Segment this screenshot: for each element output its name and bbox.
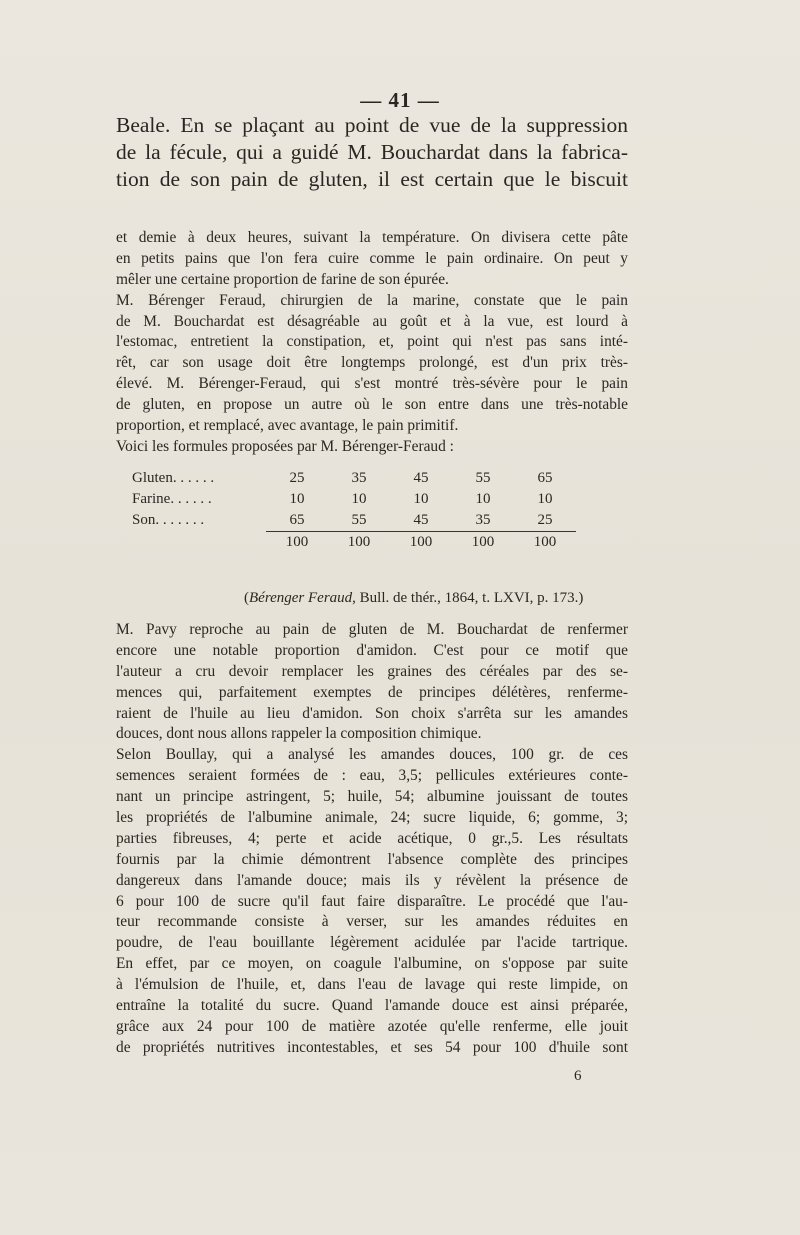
text-line: l'estomac, entretient la constipation, et, point qui n'est pas sans inté-	[116, 333, 628, 351]
cell: 10	[537, 491, 553, 507]
text-line: mêler une certaine proportion de farine de son épurée.	[116, 270, 449, 288]
text-line: élevé. M. Bérenger-Feraud, qui s'est montré très-sévère pour le pain	[116, 375, 628, 393]
text-line: M. Pavy reproche au pain de gluten de M. Bouchardat de renfermer	[116, 621, 628, 638]
paragraph-1	[116, 228, 628, 458]
text-line: de M. Bouchardat est désagréable au goût et à la vue, est lourd à	[116, 312, 628, 330]
formula-table	[132, 468, 576, 553]
text-line: de gluten, en propose un autre où le son entre dans une très-notable	[116, 396, 628, 414]
cell: 45	[413, 470, 429, 486]
total-cell: 100	[514, 532, 576, 554]
text-line: encore une notable proportion d'amidon. C'est pour ce motif que	[116, 641, 628, 659]
total-cell: 100	[328, 532, 390, 554]
text-line: de propriétés nutritives incontestables, et ses 54 pour 100 d'huile sont	[116, 1038, 628, 1056]
text-line: entraîne la totalité du sucre. Quand l'amande douce est ainsi préparée,	[116, 997, 628, 1015]
ref-rest: , Bull. de thér., 1864, t. LXVI, p. 173.	[352, 590, 579, 606]
total-cell: 100	[452, 532, 514, 554]
text-line: dangereux dans l'amande douce; mais ils y révèlent la présence de	[116, 871, 628, 889]
heading-text	[116, 112, 628, 193]
text-line: l'auteur a cru devoir remplacer les graines des céréales par des se-	[116, 662, 628, 680]
row-label-empty	[132, 532, 266, 554]
cell: 10	[475, 491, 491, 507]
text-line: Selon Boullay, qui a analysé les amandes douces, 100 gr. de ces	[116, 746, 628, 764]
signature-mark: 6	[574, 1068, 582, 1084]
heading-line: de la fécule, qui a guidé M. Bouchardat dans la fabrica-	[116, 140, 628, 164]
text-line: fournis par la chimie démontrent l'absence complète des principes	[116, 850, 628, 868]
text-line: semences seraient formées de : eau, 3,5; pellicules extérieures conte-	[116, 767, 628, 785]
text-line: poudre, de l'eau bouillante légèrement acidulée par l'acide tartrique.	[116, 934, 628, 952]
paragraph-2	[116, 620, 628, 1059]
cell: 10	[413, 491, 429, 507]
heading-line: tion de son pain de gluten, il est certain que le biscuit	[116, 167, 628, 191]
row-label: Son. . . . . . .	[132, 512, 205, 529]
text-line: raient de l'huile au lieu d'amidon. Son choix s'arrêta sur les amandes	[116, 704, 628, 722]
cell: 35	[351, 470, 367, 486]
cell: 55	[475, 470, 491, 486]
cell: 65	[289, 512, 305, 528]
formula-row-farine	[132, 489, 576, 510]
page-number: — 41 —	[360, 88, 440, 112]
text-line: parties fibreuses, 4; perte et acide acétique, 0 gr.,5. Les résultats	[116, 829, 628, 847]
ref-close: )	[578, 590, 584, 606]
total-cell: 100	[266, 532, 328, 554]
cell: 10	[289, 491, 305, 507]
cell: 25	[537, 512, 553, 528]
row-label: Farine. . . . . .	[132, 491, 212, 507]
text-line: rêt, car son usage doit être longtemps prolongé, est d'un prix très-	[116, 354, 628, 372]
text-line: mences qui, parfaitement exemptes de principes délétères, renferme-	[116, 683, 628, 701]
formula-row-son	[132, 510, 576, 532]
text-line: et demie à deux heures, suivant la température. On divisera cette pâte	[116, 229, 628, 246]
cell: 65	[537, 470, 553, 486]
formula-row-gluten	[132, 468, 576, 489]
cell: 35	[475, 512, 491, 528]
cell: 55	[351, 512, 367, 528]
text-line: grâce aux 24 pour 100 de matière azotée qu'elle renferme, elle jouit	[116, 1017, 628, 1035]
total-cell: 100	[390, 532, 452, 554]
cell: 10	[351, 491, 367, 507]
text-line: 6 pour 100 de sucre qu'il faut faire disparaître. Le procédé que l'au-	[116, 892, 628, 910]
ref-author: Bérenger Feraud	[249, 590, 353, 606]
cell: 25	[289, 470, 305, 486]
text-line: proportion, et remplacé, avec avantage, le pain primitif.	[116, 417, 459, 435]
text-line: en petits pains que l'on fera cuire comme le pain ordinaire. On peut y	[116, 249, 628, 267]
text-line: à l'émulsion de l'huile, et, dans l'eau de lavage qui reste limpide, on	[116, 976, 628, 994]
cell: 45	[413, 512, 429, 528]
row-label: Gluten. . . . . .	[132, 470, 215, 486]
text-line: teur recommande consiste à verser, sur les amandes réduites en	[116, 913, 628, 931]
text-line: En effet, par ce moyen, on coagule l'albumine, on s'oppose par suite	[116, 955, 628, 973]
formula-row-total	[132, 532, 576, 554]
text-line: M. Bérenger Feraud, chirurgien de la marine, constate que le pain	[116, 291, 628, 309]
heading-line: Beale. En se plaçant au point de vue de la suppression	[116, 113, 628, 137]
text-line: Voici les formules proposées par M. Bérenger-Feraud :	[116, 437, 454, 455]
text-line: douces, dont nous allons rappeler la composition chimique.	[116, 725, 482, 743]
bibliographic-reference	[244, 590, 583, 607]
ref-open: (	[244, 590, 249, 606]
text-line: nant un principe astringent, 5; huile, 54; albumine jouissant de toutes	[116, 788, 628, 806]
text-line: les propriétés de l'albumine animale, 24; sucre liquide, 6; gomme, 3;	[116, 809, 628, 827]
